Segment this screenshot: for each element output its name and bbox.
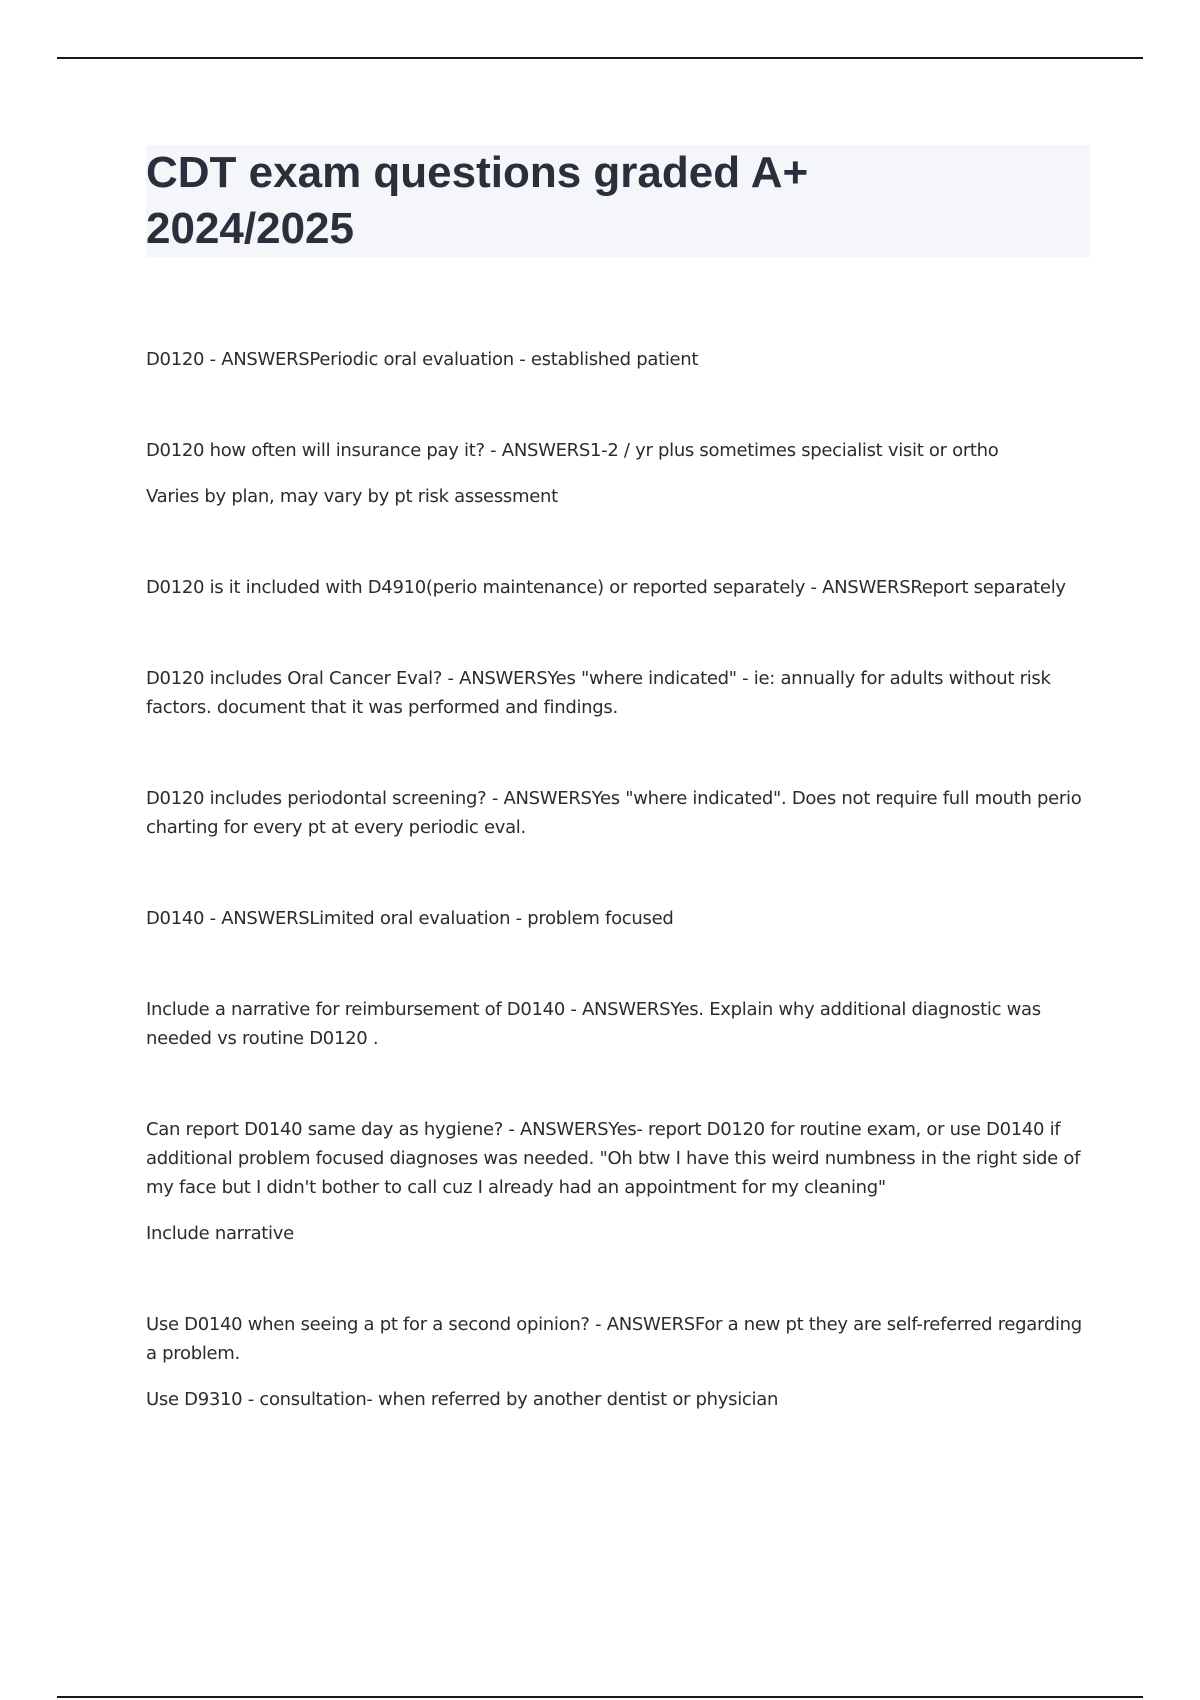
qa-item [146,1310,1096,1414]
qa-item [146,664,1096,722]
qa-extra: Varies by plan, may vary by pt risk assessment [146,486,558,507]
qa-text: D0120 is it included with D4910(perio maintenance) or reported separately - ANSWERSReport separately [146,577,1066,598]
qa-list [146,345,1096,1414]
qa-item [146,995,1096,1053]
qa-text: Use D0140 when seeing a pt for a second opinion? - ANSWERSFor a new pt they are self-referred regarding a problem. [146,1314,1082,1364]
qa-item [146,1115,1096,1248]
document-title [146,145,1090,257]
qa-text: D0120 how often will insurance pay it? - ANSWERS1-2 / yr plus sometimes specialist visit or ortho [146,440,999,461]
bottom-rule [57,1696,1143,1698]
qa-text: Include a narrative for reimbursement of D0140 - ANSWERSYes. Explain why additional diagnostic was needed vs routine D0120 . [146,999,1041,1049]
qa-item [146,345,1096,374]
title-line-1: CDT exam questions graded A+ [146,148,809,197]
top-rule [57,57,1143,59]
qa-text: D0140 - ANSWERSLimited oral evaluation - problem focused [146,908,674,929]
title-line-2: 2024/2025 [146,204,354,253]
qa-text: D0120 - ANSWERSPeriodic oral evaluation - established patient [146,349,699,370]
qa-item [146,436,1096,511]
qa-text: D0120 includes Oral Cancer Eval? - ANSWERSYes "where indicated" - ie: annually for adults without risk factors. document that it was performed and findings. [146,668,1051,718]
qa-item [146,573,1096,602]
qa-item [146,784,1096,842]
qa-extra: Use D9310 - consultation- when referred by another dentist or physician [146,1389,779,1410]
qa-text: D0120 includes periodontal screening? - ANSWERSYes "where indicated". Does not require full mouth perio charting for every pt at every periodic eval. [146,788,1082,838]
qa-item [146,904,1096,933]
qa-extra: Include narrative [146,1223,294,1244]
title-block [146,145,1090,257]
qa-text: Can report D0140 same day as hygiene? - ANSWERSYes- report D0120 for routine exam, or use D0140 if additional problem focused diagnoses was needed. "Oh btw I have this weird numbness in the right side of my face but I didn't bother to call cuz I already had an appointment for my cleaning" [146,1119,1081,1198]
